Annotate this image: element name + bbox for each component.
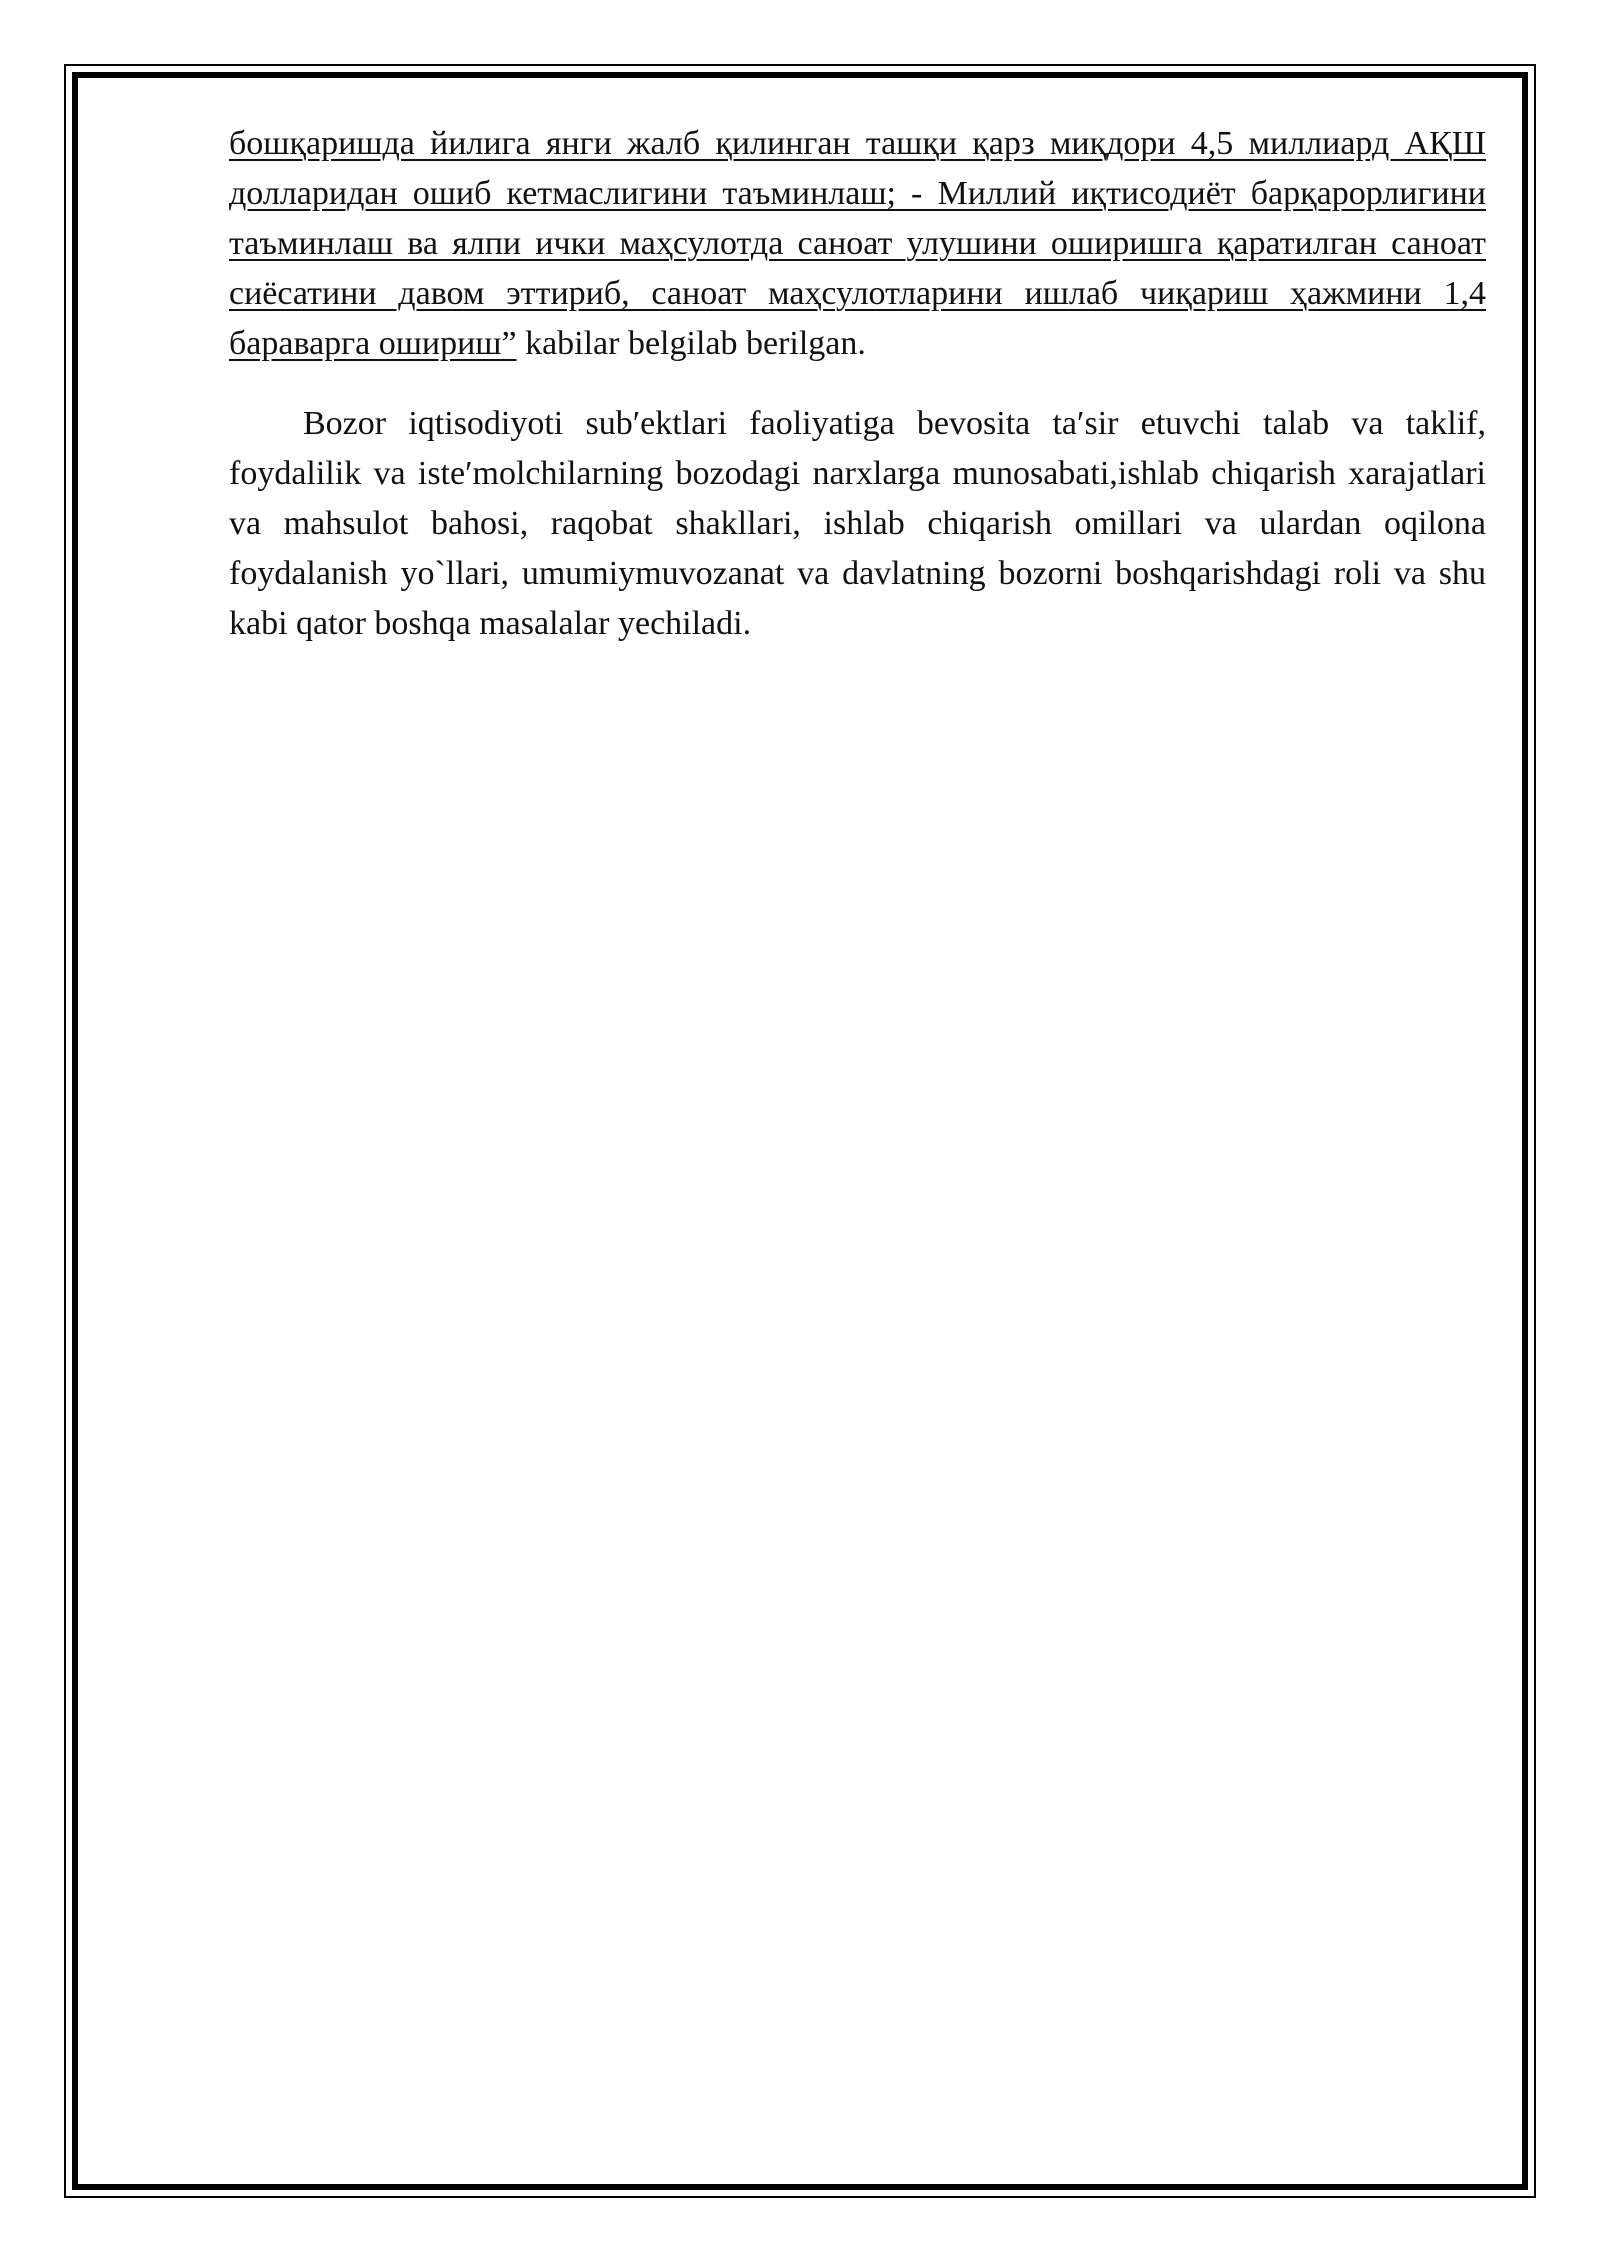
document-body (229, 119, 1486, 649)
underlined-quote: бошқаришда йилига янги жалб қилинган ташқи қарз миқдори 4,5 миллиард АҚШ долларидан ошиб кетмаслигини таъминлаш; - Миллий иқтисодиёт барқарорлигини таъминлаш ва ялпи ички маҳсулотда саноат улушини оширишга қаратилган саноат сиёсатини давом эттириб, саноат маҳсулотларини ишлаб чиқариш ҳажмини 1,4 бараварга ошириш” (229, 125, 1486, 362)
paragraph-1 (229, 119, 1486, 369)
paragraph-2: Bozor iqtisodiyoti sub′ektlari faoliyatiga bevosita ta′sir etuvchi talab va taklif, foydalilik va iste′molchilarning bozodagi narxlarga munosabati,ishlab chiqarish xarajatlari va mahsulot bahosi, raqobat shakllari, ishlab chiqarish omillari va ulardan oqilona foydalanish yo`llari, umumiymuvozanat va davlatning bozorni boshqarishdagi roli va shu kabi qator boshqa masalalar yechiladi. (229, 405, 1486, 642)
paragraph-1-trailing-text: kabilar belgilab berilgan. (516, 325, 866, 362)
